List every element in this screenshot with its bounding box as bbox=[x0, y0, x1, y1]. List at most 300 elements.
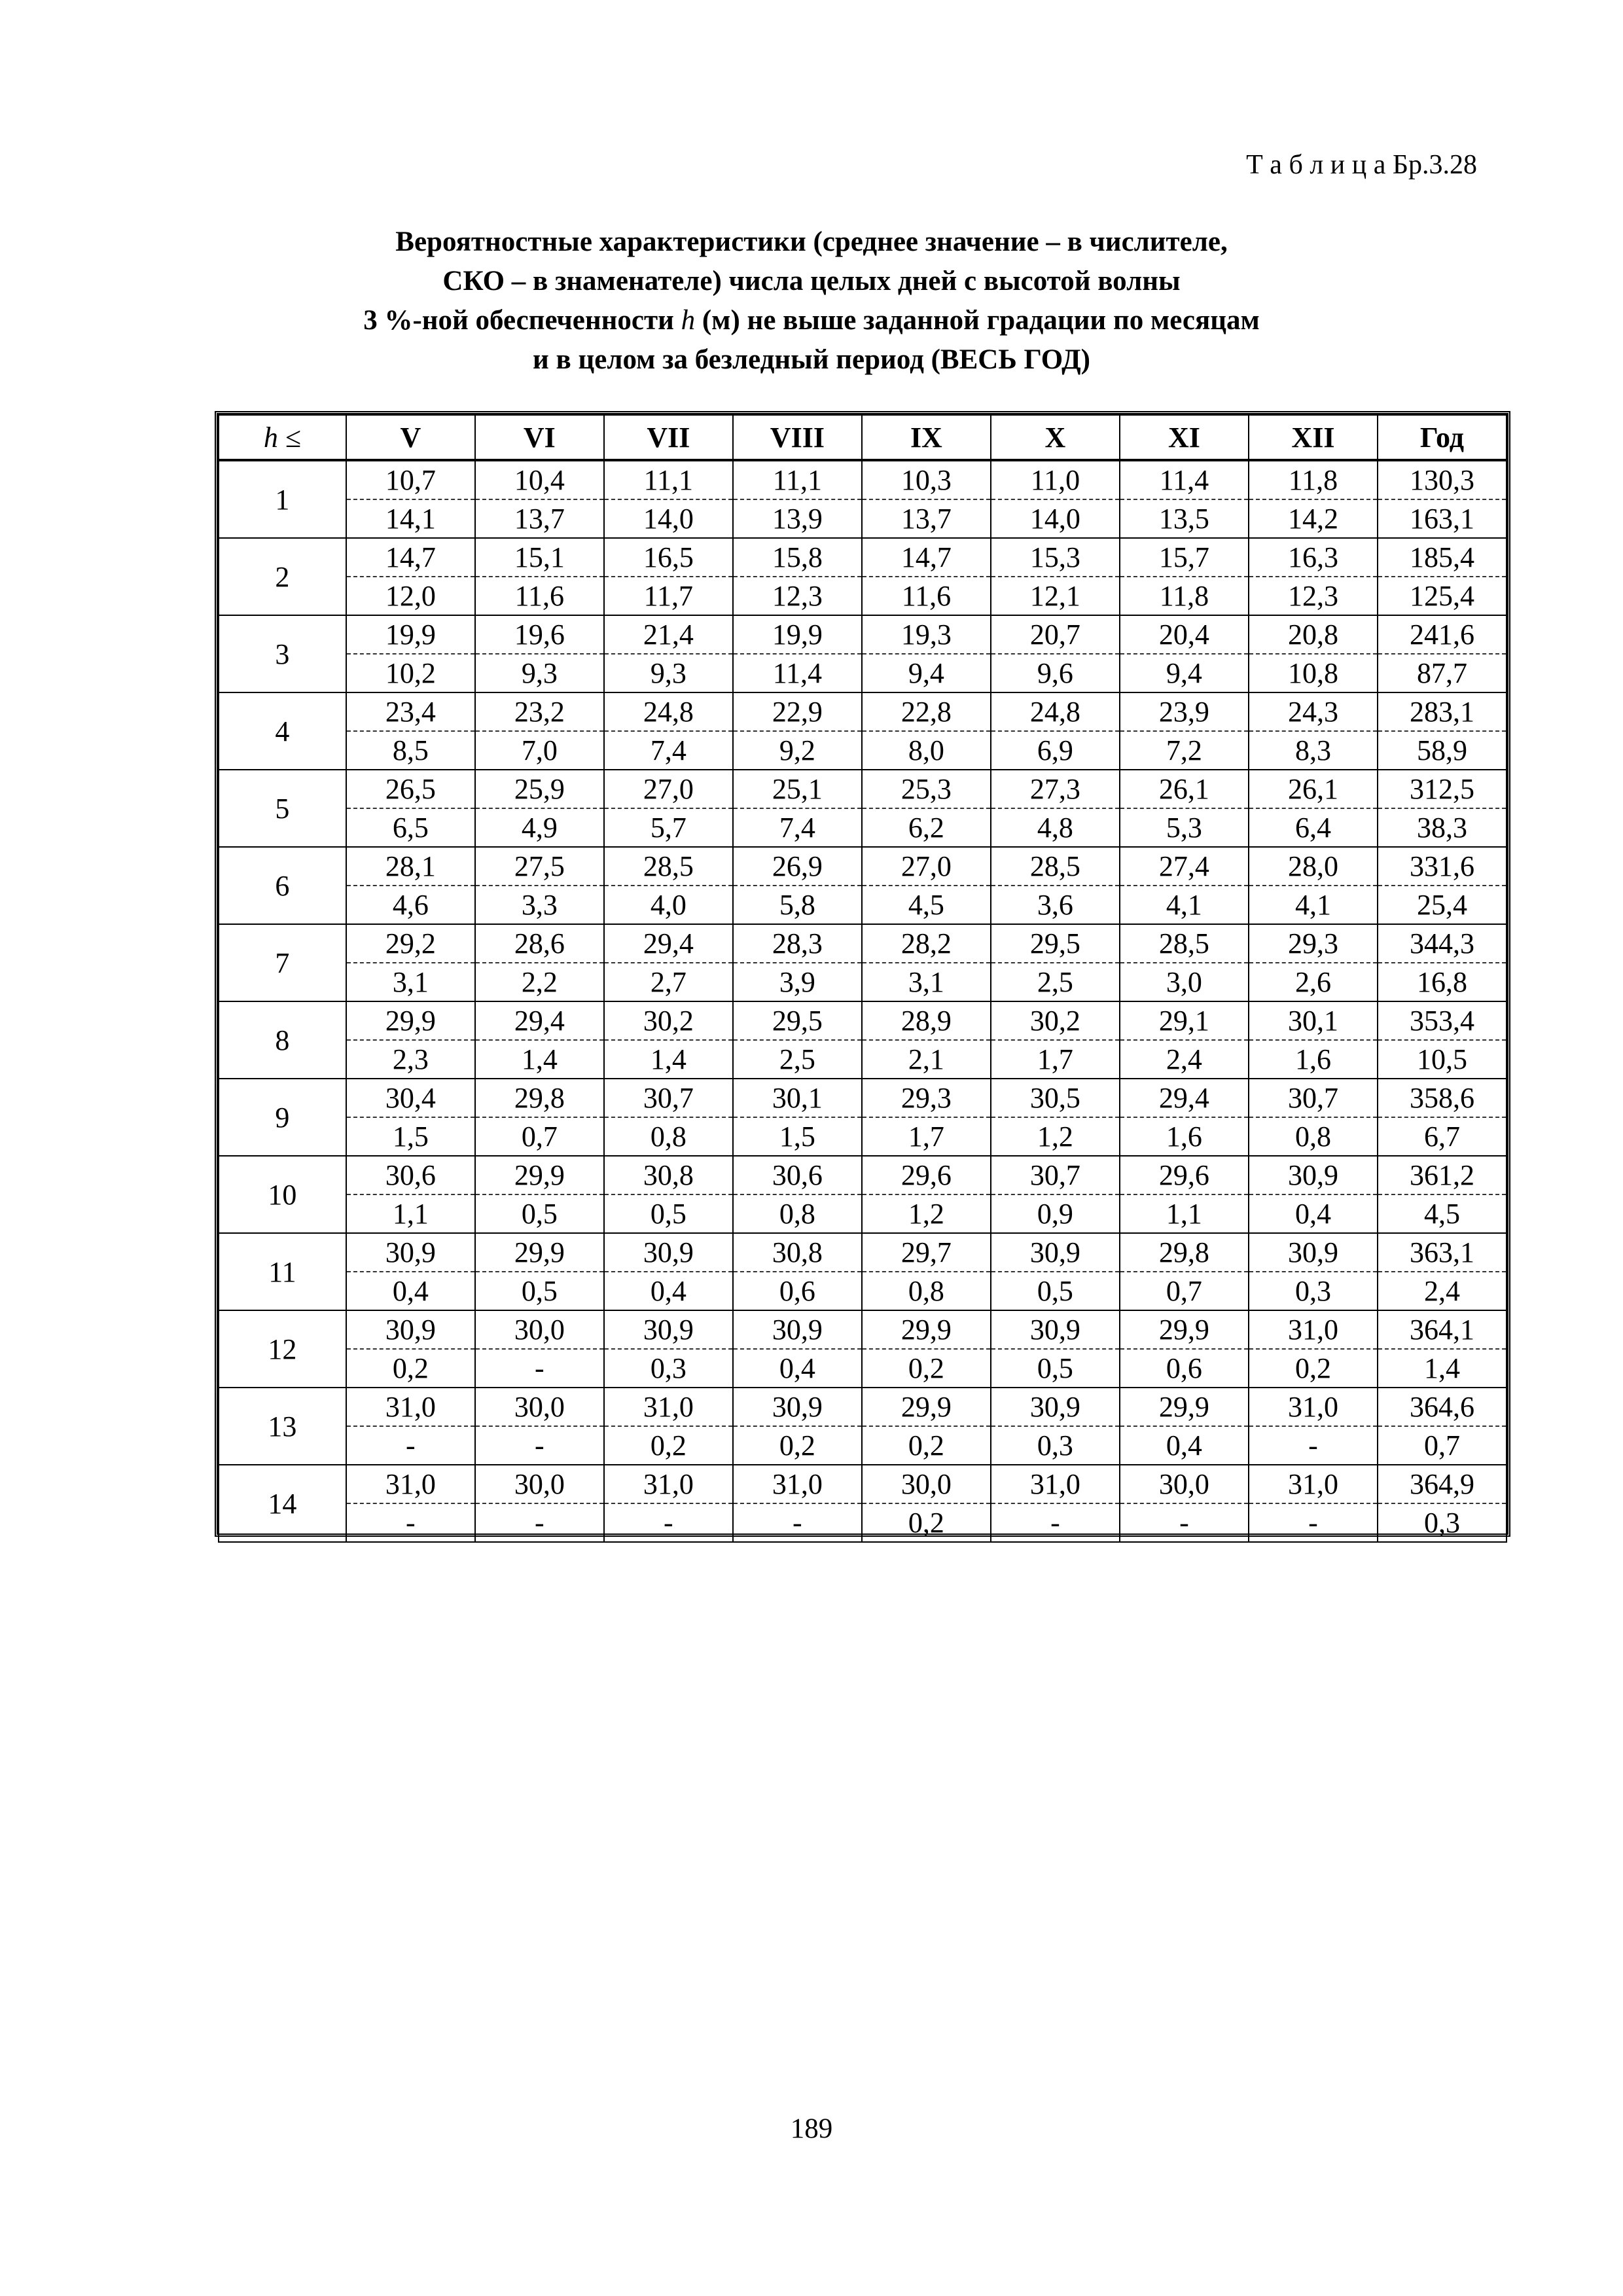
sko-cell: 0,4 bbox=[733, 1349, 862, 1388]
sko-cell: - bbox=[346, 1503, 475, 1542]
header-col-VIII: VIII bbox=[733, 415, 862, 460]
mean-cell: 312,5 bbox=[1378, 770, 1507, 808]
sko-cell: 1,2 bbox=[991, 1117, 1120, 1156]
mean-cell: 30,9 bbox=[604, 1233, 733, 1272]
table-row-mean bbox=[219, 692, 1507, 731]
table-row-sko bbox=[219, 654, 1507, 692]
sko-cell: 14,1 bbox=[346, 499, 475, 538]
sko-cell: 0,7 bbox=[1378, 1426, 1507, 1465]
sko-cell: 0,5 bbox=[991, 1349, 1120, 1388]
mean-cell: 22,9 bbox=[733, 692, 862, 731]
sko-cell: 9,2 bbox=[733, 731, 862, 770]
sko-cell: 1,5 bbox=[346, 1117, 475, 1156]
table-row-mean bbox=[219, 770, 1507, 808]
mean-cell: 30,9 bbox=[1249, 1233, 1378, 1272]
header-col-VII: VII bbox=[604, 415, 733, 460]
sko-cell: - bbox=[475, 1503, 604, 1542]
table-body bbox=[219, 460, 1507, 1542]
sko-cell: 7,2 bbox=[1120, 731, 1249, 770]
mean-cell: 29,6 bbox=[1120, 1156, 1249, 1194]
table-row-sko bbox=[219, 1194, 1507, 1233]
mean-cell: 30,0 bbox=[475, 1465, 604, 1503]
mean-cell: 30,9 bbox=[991, 1233, 1120, 1272]
sko-cell: 0,4 bbox=[1120, 1426, 1249, 1465]
mean-cell: 28,6 bbox=[475, 924, 604, 963]
table-row-sko bbox=[219, 1426, 1507, 1465]
row-h-value: 6 bbox=[219, 847, 346, 924]
sko-cell: - bbox=[604, 1503, 733, 1542]
mean-cell: 30,1 bbox=[1249, 1001, 1378, 1040]
sko-cell: 0,3 bbox=[1378, 1503, 1507, 1542]
table-row-mean bbox=[219, 1079, 1507, 1117]
mean-cell: 31,0 bbox=[733, 1465, 862, 1503]
sko-cell: 0,2 bbox=[346, 1349, 475, 1388]
sko-cell: 0,5 bbox=[475, 1272, 604, 1310]
table-row-sko bbox=[219, 1272, 1507, 1310]
row-h-value: 10 bbox=[219, 1156, 346, 1233]
row-h-value: 8 bbox=[219, 1001, 346, 1079]
sko-cell: - bbox=[733, 1503, 862, 1542]
sko-cell: 0,2 bbox=[733, 1426, 862, 1465]
sko-cell: 2,5 bbox=[991, 963, 1120, 1001]
mean-cell: 28,0 bbox=[1249, 847, 1378, 886]
row-h-value: 1 bbox=[219, 460, 346, 538]
table-row-mean bbox=[219, 615, 1507, 654]
sko-cell: 12,3 bbox=[733, 577, 862, 615]
sko-cell: 5,8 bbox=[733, 886, 862, 924]
sko-cell: 0,7 bbox=[1120, 1272, 1249, 1310]
mean-cell: 15,1 bbox=[475, 538, 604, 577]
row-h-value: 12 bbox=[219, 1310, 346, 1388]
header-col-XII: XII bbox=[1249, 415, 1378, 460]
sko-cell: 11,6 bbox=[862, 577, 991, 615]
sko-cell: - bbox=[346, 1426, 475, 1465]
mean-cell: 19,9 bbox=[346, 615, 475, 654]
mean-cell: 21,4 bbox=[604, 615, 733, 654]
mean-cell: 16,3 bbox=[1249, 538, 1378, 577]
sko-cell: 7,0 bbox=[475, 731, 604, 770]
sko-cell: 0,2 bbox=[862, 1349, 991, 1388]
title-h-symbol: h bbox=[681, 305, 696, 336]
sko-cell: 2,4 bbox=[1378, 1272, 1507, 1310]
table-row-mean bbox=[219, 1465, 1507, 1503]
sko-cell: 0,6 bbox=[733, 1272, 862, 1310]
sko-cell: 1,6 bbox=[1249, 1040, 1378, 1079]
header-le-sign: ≤ bbox=[285, 421, 301, 454]
mean-cell: 28,5 bbox=[604, 847, 733, 886]
mean-cell: 364,9 bbox=[1378, 1465, 1507, 1503]
mean-cell: 331,6 bbox=[1378, 847, 1507, 886]
row-h-value: 14 bbox=[219, 1465, 346, 1542]
sko-cell: 12,1 bbox=[991, 577, 1120, 615]
mean-cell: 29,8 bbox=[475, 1079, 604, 1117]
sko-cell: 0,4 bbox=[604, 1272, 733, 1310]
row-h-value: 2 bbox=[219, 538, 346, 615]
title-line-1: Вероятностные характеристики (среднее значение – в числителе, bbox=[395, 226, 1228, 257]
mean-cell: 28,1 bbox=[346, 847, 475, 886]
mean-cell: 358,6 bbox=[1378, 1079, 1507, 1117]
mean-cell: 31,0 bbox=[1249, 1388, 1378, 1426]
mean-cell: 29,7 bbox=[862, 1233, 991, 1272]
sko-cell: 0,4 bbox=[346, 1272, 475, 1310]
mean-cell: 23,2 bbox=[475, 692, 604, 731]
mean-cell: 15,8 bbox=[733, 538, 862, 577]
sko-cell: 6,5 bbox=[346, 808, 475, 847]
mean-cell: 26,5 bbox=[346, 770, 475, 808]
mean-cell: 30,9 bbox=[991, 1388, 1120, 1426]
mean-cell: 29,6 bbox=[862, 1156, 991, 1194]
table-row-mean bbox=[219, 460, 1507, 499]
sko-cell: 4,9 bbox=[475, 808, 604, 847]
sko-cell: 3,0 bbox=[1120, 963, 1249, 1001]
sko-cell: 5,3 bbox=[1120, 808, 1249, 847]
sko-cell: 1,6 bbox=[1120, 1117, 1249, 1156]
mean-cell: 27,3 bbox=[991, 770, 1120, 808]
sko-cell: - bbox=[1120, 1503, 1249, 1542]
sko-cell: 3,1 bbox=[346, 963, 475, 1001]
title-line-3 bbox=[0, 301, 1623, 340]
header-col-year: Год bbox=[1378, 415, 1507, 460]
sko-cell: 4,1 bbox=[1249, 886, 1378, 924]
mean-cell: 28,5 bbox=[1120, 924, 1249, 963]
sko-cell: 9,3 bbox=[604, 654, 733, 692]
sko-cell: 4,6 bbox=[346, 886, 475, 924]
sko-cell: 0,4 bbox=[1249, 1194, 1378, 1233]
sko-cell: 2,2 bbox=[475, 963, 604, 1001]
mean-cell: 30,0 bbox=[862, 1465, 991, 1503]
sko-cell: 0,3 bbox=[991, 1426, 1120, 1465]
row-h-value: 5 bbox=[219, 770, 346, 847]
sko-cell: 8,0 bbox=[862, 731, 991, 770]
title-line-3-end: (м) не выше заданной градации по месяцам bbox=[695, 305, 1260, 336]
sko-cell: - bbox=[991, 1503, 1120, 1542]
table-row-mean bbox=[219, 1156, 1507, 1194]
title-line-3-start: 3 %-ной обеспеченности bbox=[363, 305, 681, 336]
sko-cell: 5,7 bbox=[604, 808, 733, 847]
mean-cell: 26,1 bbox=[1249, 770, 1378, 808]
mean-cell: 14,7 bbox=[346, 538, 475, 577]
mean-cell: 30,4 bbox=[346, 1079, 475, 1117]
header-col-XI: XI bbox=[1120, 415, 1249, 460]
header-h-symbol: h bbox=[263, 421, 278, 454]
mean-cell: 31,0 bbox=[604, 1388, 733, 1426]
mean-cell: 29,2 bbox=[346, 924, 475, 963]
table-label: Т а б л и ц а Бр.3.28 bbox=[1246, 150, 1477, 180]
sko-cell: 0,7 bbox=[475, 1117, 604, 1156]
mean-cell: 20,7 bbox=[991, 615, 1120, 654]
sko-cell: 0,6 bbox=[1120, 1349, 1249, 1388]
mean-cell: 29,4 bbox=[475, 1001, 604, 1040]
table-row-sko bbox=[219, 963, 1507, 1001]
mean-cell: 353,4 bbox=[1378, 1001, 1507, 1040]
header-col-IX: IX bbox=[862, 415, 991, 460]
mean-cell: 29,9 bbox=[1120, 1310, 1249, 1349]
mean-cell: 29,5 bbox=[991, 924, 1120, 963]
sko-cell: 4,5 bbox=[1378, 1194, 1507, 1233]
sko-cell: 4,0 bbox=[604, 886, 733, 924]
sko-cell: 14,0 bbox=[991, 499, 1120, 538]
mean-cell: 29,8 bbox=[1120, 1233, 1249, 1272]
mean-cell: 31,0 bbox=[1249, 1310, 1378, 1349]
sko-cell: 12,3 bbox=[1249, 577, 1378, 615]
row-h-value: 3 bbox=[219, 615, 346, 692]
mean-cell: 31,0 bbox=[604, 1465, 733, 1503]
sko-cell: 13,5 bbox=[1120, 499, 1249, 538]
sko-cell: 1,5 bbox=[733, 1117, 862, 1156]
sko-cell: - bbox=[1249, 1503, 1378, 1542]
sko-cell: 8,5 bbox=[346, 731, 475, 770]
sko-cell: 9,4 bbox=[862, 654, 991, 692]
sko-cell: 0,2 bbox=[604, 1426, 733, 1465]
sko-cell: 3,6 bbox=[991, 886, 1120, 924]
mean-cell: 20,8 bbox=[1249, 615, 1378, 654]
sko-cell: 11,7 bbox=[604, 577, 733, 615]
row-h-value: 13 bbox=[219, 1388, 346, 1465]
mean-cell: 10,4 bbox=[475, 460, 604, 499]
mean-cell: 30,9 bbox=[733, 1310, 862, 1349]
sko-cell: 7,4 bbox=[733, 808, 862, 847]
data-table-frame bbox=[215, 411, 1510, 1537]
sko-cell: 11,8 bbox=[1120, 577, 1249, 615]
mean-cell: 20,4 bbox=[1120, 615, 1249, 654]
sko-cell: 13,9 bbox=[733, 499, 862, 538]
sko-cell: 10,2 bbox=[346, 654, 475, 692]
sko-cell: - bbox=[475, 1349, 604, 1388]
mean-cell: 29,5 bbox=[733, 1001, 862, 1040]
mean-cell: 29,3 bbox=[862, 1079, 991, 1117]
page-number: 189 bbox=[790, 2113, 833, 2144]
mean-cell: 14,7 bbox=[862, 538, 991, 577]
sko-cell: - bbox=[475, 1426, 604, 1465]
table-row-mean bbox=[219, 538, 1507, 577]
table-row-mean bbox=[219, 1310, 1507, 1349]
sko-cell: 0,8 bbox=[733, 1194, 862, 1233]
sko-cell: 1,7 bbox=[991, 1040, 1120, 1079]
mean-cell: 361,2 bbox=[1378, 1156, 1507, 1194]
mean-cell: 24,8 bbox=[604, 692, 733, 731]
table-row-sko bbox=[219, 808, 1507, 847]
sko-cell: 3,9 bbox=[733, 963, 862, 1001]
sko-cell: 6,7 bbox=[1378, 1117, 1507, 1156]
mean-cell: 30,1 bbox=[733, 1079, 862, 1117]
mean-cell: 29,4 bbox=[604, 924, 733, 963]
sko-cell: 25,4 bbox=[1378, 886, 1507, 924]
mean-cell: 30,7 bbox=[1249, 1079, 1378, 1117]
sko-cell: 0,8 bbox=[1249, 1117, 1378, 1156]
mean-cell: 30,9 bbox=[346, 1310, 475, 1349]
sko-cell: 14,2 bbox=[1249, 499, 1378, 538]
table-row-mean bbox=[219, 1388, 1507, 1426]
sko-cell: 7,4 bbox=[604, 731, 733, 770]
mean-cell: 29,3 bbox=[1249, 924, 1378, 963]
mean-cell: 29,1 bbox=[1120, 1001, 1249, 1040]
mean-cell: 25,3 bbox=[862, 770, 991, 808]
mean-cell: 30,8 bbox=[604, 1156, 733, 1194]
mean-cell: 241,6 bbox=[1378, 615, 1507, 654]
table-row-sko bbox=[219, 1117, 1507, 1156]
mean-cell: 27,0 bbox=[604, 770, 733, 808]
sko-cell: 16,8 bbox=[1378, 963, 1507, 1001]
mean-cell: 30,8 bbox=[733, 1233, 862, 1272]
mean-cell: 10,3 bbox=[862, 460, 991, 499]
sko-cell: 2,7 bbox=[604, 963, 733, 1001]
sko-cell: 9,3 bbox=[475, 654, 604, 692]
mean-cell: 344,3 bbox=[1378, 924, 1507, 963]
mean-cell: 30,2 bbox=[991, 1001, 1120, 1040]
mean-cell: 11,8 bbox=[1249, 460, 1378, 499]
sko-cell: 0,3 bbox=[604, 1349, 733, 1388]
mean-cell: 22,8 bbox=[862, 692, 991, 731]
sko-cell: 0,8 bbox=[604, 1117, 733, 1156]
mean-cell: 30,0 bbox=[1120, 1465, 1249, 1503]
mean-cell: 30,9 bbox=[1249, 1156, 1378, 1194]
mean-cell: 19,9 bbox=[733, 615, 862, 654]
mean-cell: 24,8 bbox=[991, 692, 1120, 731]
sko-cell: 13,7 bbox=[475, 499, 604, 538]
mean-cell: 29,4 bbox=[1120, 1079, 1249, 1117]
sko-cell: 38,3 bbox=[1378, 808, 1507, 847]
sko-cell: 2,5 bbox=[733, 1040, 862, 1079]
mean-cell: 29,9 bbox=[862, 1310, 991, 1349]
mean-cell: 29,9 bbox=[862, 1388, 991, 1426]
mean-cell: 30,0 bbox=[475, 1310, 604, 1349]
mean-cell: 31,0 bbox=[346, 1465, 475, 1503]
sko-cell: 6,4 bbox=[1249, 808, 1378, 847]
mean-cell: 31,0 bbox=[991, 1465, 1120, 1503]
table-row-sko bbox=[219, 499, 1507, 538]
sko-cell: 1,4 bbox=[475, 1040, 604, 1079]
mean-cell: 364,1 bbox=[1378, 1310, 1507, 1349]
mean-cell: 30,6 bbox=[346, 1156, 475, 1194]
sko-cell: 14,0 bbox=[604, 499, 733, 538]
mean-cell: 130,3 bbox=[1378, 460, 1507, 499]
mean-cell: 30,9 bbox=[733, 1388, 862, 1426]
mean-cell: 19,6 bbox=[475, 615, 604, 654]
sko-cell: 1,2 bbox=[862, 1194, 991, 1233]
title-line-4: и в целом за безледный период (ВЕСЬ ГОД) bbox=[532, 344, 1091, 375]
header-col-X: X bbox=[991, 415, 1120, 460]
data-table bbox=[218, 414, 1507, 1543]
mean-cell: 30,2 bbox=[604, 1001, 733, 1040]
mean-cell: 28,2 bbox=[862, 924, 991, 963]
mean-cell: 29,9 bbox=[475, 1233, 604, 1272]
sko-cell: 4,8 bbox=[991, 808, 1120, 847]
mean-cell: 27,0 bbox=[862, 847, 991, 886]
sko-cell: 1,4 bbox=[1378, 1349, 1507, 1388]
sko-cell: 1,4 bbox=[604, 1040, 733, 1079]
sko-cell: 9,6 bbox=[991, 654, 1120, 692]
row-h-value: 9 bbox=[219, 1079, 346, 1156]
sko-cell: 4,5 bbox=[862, 886, 991, 924]
sko-cell: 0,5 bbox=[475, 1194, 604, 1233]
sko-cell: 6,2 bbox=[862, 808, 991, 847]
table-row-sko bbox=[219, 731, 1507, 770]
sko-cell: 11,4 bbox=[733, 654, 862, 692]
mean-cell: 363,1 bbox=[1378, 1233, 1507, 1272]
table-row-sko bbox=[219, 1503, 1507, 1542]
sko-cell: 0,5 bbox=[604, 1194, 733, 1233]
mean-cell: 26,9 bbox=[733, 847, 862, 886]
sko-cell: 9,4 bbox=[1120, 654, 1249, 692]
mean-cell: 26,1 bbox=[1120, 770, 1249, 808]
sko-cell: 2,4 bbox=[1120, 1040, 1249, 1079]
sko-cell: 0,2 bbox=[862, 1426, 991, 1465]
sko-cell: 0,9 bbox=[991, 1194, 1120, 1233]
mean-cell: 29,9 bbox=[1120, 1388, 1249, 1426]
table-row-mean bbox=[219, 1233, 1507, 1272]
mean-cell: 19,3 bbox=[862, 615, 991, 654]
mean-cell: 24,3 bbox=[1249, 692, 1378, 731]
sko-cell: 10,8 bbox=[1249, 654, 1378, 692]
sko-cell: 0,3 bbox=[1249, 1272, 1378, 1310]
mean-cell: 30,9 bbox=[991, 1310, 1120, 1349]
sko-cell: 1,7 bbox=[862, 1117, 991, 1156]
mean-cell: 30,9 bbox=[604, 1310, 733, 1349]
row-h-value: 11 bbox=[219, 1233, 346, 1310]
sko-cell: 10,5 bbox=[1378, 1040, 1507, 1079]
sko-cell: 0,8 bbox=[862, 1272, 991, 1310]
mean-cell: 23,4 bbox=[346, 692, 475, 731]
mean-cell: 27,4 bbox=[1120, 847, 1249, 886]
mean-cell: 25,1 bbox=[733, 770, 862, 808]
sko-cell: 11,6 bbox=[475, 577, 604, 615]
sko-cell: 4,1 bbox=[1120, 886, 1249, 924]
header-h bbox=[219, 415, 346, 460]
mean-cell: 11,0 bbox=[991, 460, 1120, 499]
sko-cell: 8,3 bbox=[1249, 731, 1378, 770]
mean-cell: 16,5 bbox=[604, 538, 733, 577]
sko-cell: 1,1 bbox=[346, 1194, 475, 1233]
title-line-2: СКО – в знаменателе) числа целых дней с высотой волны bbox=[442, 266, 1181, 296]
mean-cell: 185,4 bbox=[1378, 538, 1507, 577]
sko-cell: 3,3 bbox=[475, 886, 604, 924]
sko-cell: - bbox=[1249, 1426, 1378, 1465]
sko-cell: 163,1 bbox=[1378, 499, 1507, 538]
header-col-V: V bbox=[346, 415, 475, 460]
sko-cell: 2,3 bbox=[346, 1040, 475, 1079]
mean-cell: 11,4 bbox=[1120, 460, 1249, 499]
mean-cell: 10,7 bbox=[346, 460, 475, 499]
sko-cell: 87,7 bbox=[1378, 654, 1507, 692]
sko-cell: 0,5 bbox=[991, 1272, 1120, 1310]
mean-cell: 15,7 bbox=[1120, 538, 1249, 577]
mean-cell: 30,5 bbox=[991, 1079, 1120, 1117]
mean-cell: 11,1 bbox=[733, 460, 862, 499]
mean-cell: 11,1 bbox=[604, 460, 733, 499]
sko-cell: 13,7 bbox=[862, 499, 991, 538]
sko-cell: 0,2 bbox=[862, 1503, 991, 1542]
mean-cell: 23,9 bbox=[1120, 692, 1249, 731]
header-col-VI: VI bbox=[475, 415, 604, 460]
table-row-mean bbox=[219, 847, 1507, 886]
sko-cell: 125,4 bbox=[1378, 577, 1507, 615]
sko-cell: 12,0 bbox=[346, 577, 475, 615]
sko-cell: 58,9 bbox=[1378, 731, 1507, 770]
mean-cell: 25,9 bbox=[475, 770, 604, 808]
mean-cell: 30,9 bbox=[346, 1233, 475, 1272]
row-h-value: 4 bbox=[219, 692, 346, 770]
mean-cell: 28,5 bbox=[991, 847, 1120, 886]
mean-cell: 29,9 bbox=[346, 1001, 475, 1040]
mean-cell: 283,1 bbox=[1378, 692, 1507, 731]
mean-cell: 27,5 bbox=[475, 847, 604, 886]
sko-cell: 2,6 bbox=[1249, 963, 1378, 1001]
sko-cell: 3,1 bbox=[862, 963, 991, 1001]
sko-cell: 0,2 bbox=[1249, 1349, 1378, 1388]
mean-cell: 28,9 bbox=[862, 1001, 991, 1040]
table-row-sko bbox=[219, 1349, 1507, 1388]
mean-cell: 30,0 bbox=[475, 1388, 604, 1426]
